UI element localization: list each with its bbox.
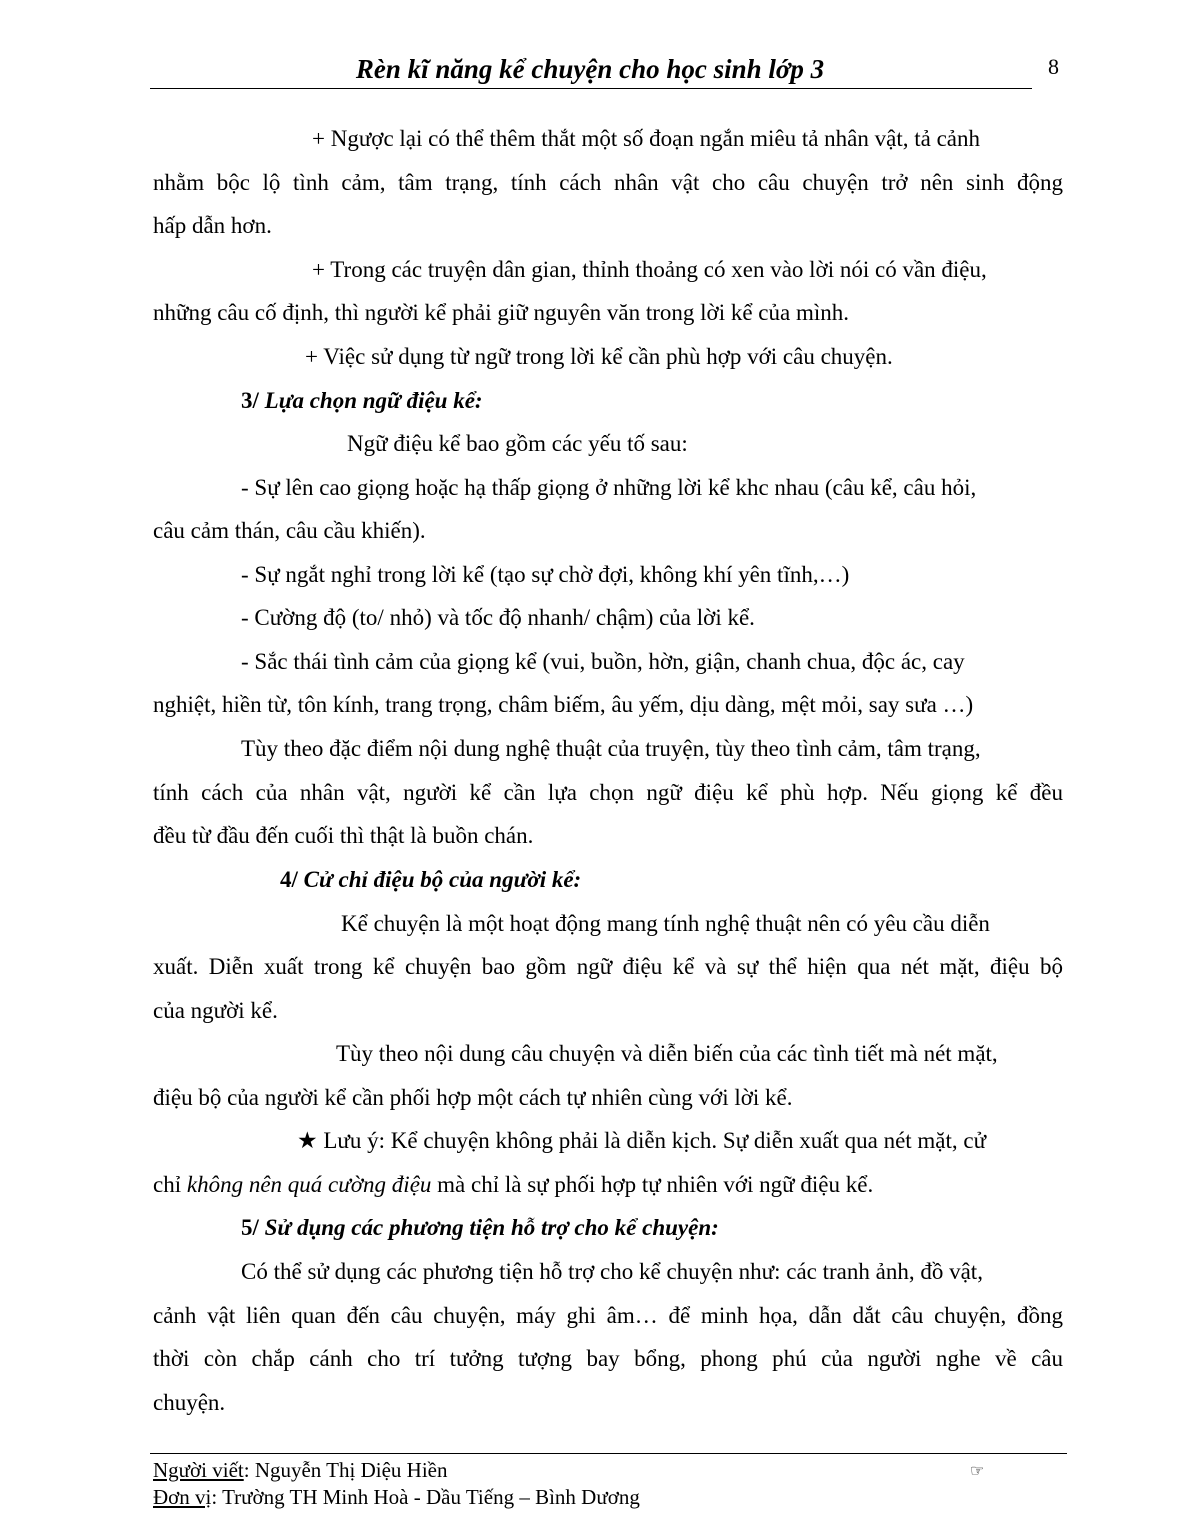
pointing-hand-icon: ☞: [970, 1463, 985, 1480]
paragraph-line: của người kể.: [153, 998, 278, 1023]
paragraph-line: nghiệt, hiền từ, tôn kính, trang trọng, châm biếm, âu yếm, dịu dàng, mệt mỏi, say sưa …): [153, 692, 974, 717]
header-divider: [150, 88, 1032, 89]
paragraph-line: Ngữ điệu kể bao gồm các yếu tố sau:: [347, 431, 688, 456]
header-title: Rèn kĩ năng kể chuyện cho học sinh lớp 3: [355, 54, 825, 84]
paragraph-line: điệu bộ của người kể cần phối hợp một cách tự nhiên cùng với lời kể.: [153, 1085, 793, 1110]
note-text: Lưu ý: Kể chuyện không phải là diễn kịch. Sự diễn xuất qua nét mặt, cử: [323, 1128, 987, 1153]
paragraph-line: - Cường độ (to/ nhỏ) và tốc độ nhanh/ chậm) của lời kể.: [241, 605, 755, 630]
footer-divider: [150, 1453, 1067, 1454]
star-icon: ★: [297, 1128, 318, 1153]
paragraph-line: Kể chuyện là một hoạt động mang tính nghệ thuật nên có yêu cầu diễn: [341, 911, 990, 936]
paragraph-line: thời còn chắp cánh cho trí tưởng tượng bay bổng, phong phú của người nghe về câu: [153, 1346, 1063, 1371]
footer-author: [153, 1458, 447, 1483]
paragraph-line: - Sắc thái tình cảm của giọng kể (vui, buồn, hờn, giận, chanh chua, độc ác, cay: [241, 649, 965, 674]
author-label: Người viết: [153, 1458, 244, 1482]
author-value: : Nguyễn Thị Diệu Hiền: [243, 1458, 448, 1482]
paragraph-line: câu cảm thán, câu cầu khiến).: [153, 518, 426, 543]
heading-text: Lựa chọn ngữ điệu kể:: [264, 388, 483, 413]
paragraph-line: + Trong các truyện dân gian, thỉnh thoảng có xen vào lời nói có vần điệu,: [312, 257, 987, 282]
unit-label: Đơn vị: [153, 1485, 212, 1509]
paragraph-line: những câu cố định, thì người kể phải giữ nguyên văn trong lời kể của mình.: [153, 300, 850, 325]
paragraph-line: Tùy theo nội dung câu chuyện và diễn biến của các tình tiết mà nét mặt,: [336, 1041, 998, 1066]
heading-text: Sử dụng các phương tiện hỗ trợ cho kể chuyện:: [264, 1215, 719, 1240]
paragraph-line: Tùy theo đặc điểm nội dung nghệ thuật của truyện, tùy theo tình cảm, tâm trạng,: [241, 736, 981, 761]
paragraph-line: - Sự lên cao giọng hoặc hạ thấp giọng ở những lời kể khc nhau (câu kể, câu hỏi,: [241, 475, 977, 500]
note-line: [297, 1128, 986, 1154]
paragraph-line: + Việc sử dụng từ ngữ trong lời kể cần phù hợp với câu chuyện.: [305, 344, 893, 369]
paragraph-line: - Sự ngắt nghỉ trong lời kể (tạo sự chờ đợi, không khí yên tĩnh,…): [241, 562, 850, 587]
note-text: chỉ: [153, 1172, 187, 1197]
section-heading-4: [280, 867, 581, 893]
heading-number: 5/: [241, 1215, 259, 1240]
heading-number: 4/: [280, 867, 298, 892]
unit-value: : Trường TH Minh Hoà - Dầu Tiếng – Bình Dương: [211, 1485, 640, 1509]
paragraph-line: chuyện.: [153, 1390, 226, 1415]
paragraph-line: Có thể sử dụng các phương tiện hỗ trợ cho kể chuyện như: các tranh ảnh, đồ vật,: [241, 1259, 983, 1284]
paragraph-line: tính cách của nhân vật, người kể cần lựa chọn ngữ điệu kể phù hợp. Nếu giọng kể đều: [153, 780, 1063, 805]
paragraph-line: cảnh vật liên quan đến câu chuyện, máy ghi âm… để minh họa, dẫn dắt câu chuyện, đồng: [153, 1303, 1063, 1328]
paragraph-line: nhằm bộc lộ tình cảm, tâm trạng, tính cách nhân vật cho câu chuyện trở nên sinh động: [153, 170, 1063, 195]
heading-number: 3/: [241, 388, 259, 413]
paragraph-line: + Ngược lại có thể thêm thắt một số đoạn ngắn miêu tả nhân vật, tả cảnh: [312, 126, 980, 151]
page-number: 8: [1048, 54, 1059, 79]
heading-text: Cử chỉ điệu bộ của người kể:: [303, 867, 582, 892]
note-text: mà chỉ là sự phối hợp tự nhiên với ngữ điệu kể.: [431, 1172, 874, 1197]
paragraph-line: xuất. Diễn xuất trong kể chuyện bao gồm ngữ điệu kể và sự thể hiện qua nét mặt, điệu bộ: [153, 954, 1063, 979]
paragraph-line: đều từ đầu đến cuối thì thật là buồn chán.: [153, 823, 534, 848]
footer-unit: [153, 1485, 640, 1510]
paragraph-line: hấp dẫn hơn.: [153, 213, 272, 238]
note-line: [153, 1172, 873, 1198]
note-emphasis: không nên quá cường điệu: [186, 1172, 432, 1197]
section-heading-5: [241, 1215, 719, 1241]
section-heading-3: [241, 388, 483, 414]
